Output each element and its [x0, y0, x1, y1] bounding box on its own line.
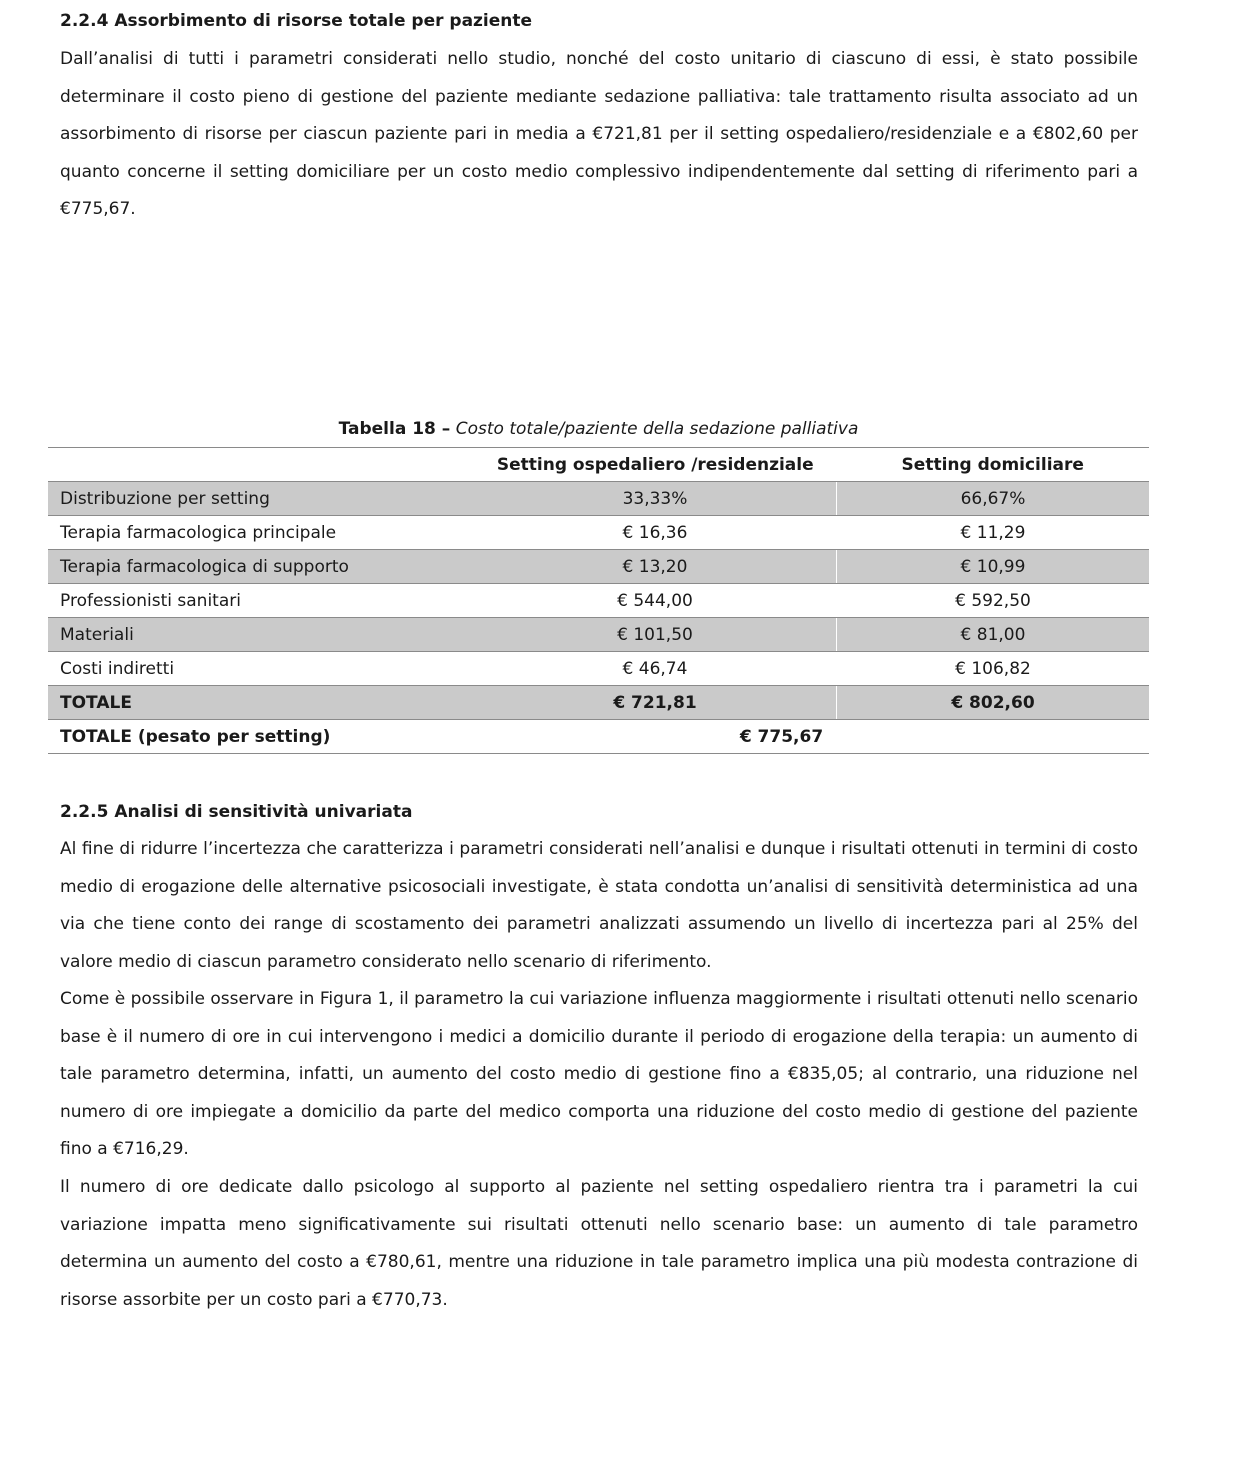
cell-domiciliare: € 11,29 [837, 516, 1150, 550]
cell-ospedaliero: € 16,36 [474, 516, 837, 550]
table-caption-label: Tabella 18 – [338, 419, 451, 439]
cell-domiciliare: € 10,99 [837, 550, 1150, 584]
row-label: Terapia farmacologica di supporto [48, 550, 474, 584]
cell-domiciliare: € 81,00 [837, 618, 1150, 652]
cell-ospedaliero: € 46,74 [474, 652, 837, 686]
cell-ospedaliero: € 13,20 [474, 550, 837, 584]
table-row-weighted-total [48, 720, 1149, 754]
section-paragraph: Al fine di ridurre l’incertezza che caratterizza i parametri considerati nell’analisi e dunque i risultati ottenuti in termini di costo medio di erogazione delle alternative psicosociali investigate, è stata condotta un’analisi di sensitività deterministica ad una via che tiene conto dei range di scostamento dei parametri analizzati assumendo un livello di incertezza pari al 25% del valore medio di ciascun parametro considerato nello scenario di riferimento. [60, 839, 1138, 972]
section-heading-2-2-5: 2.2.5 Analisi di sensitività univariata [60, 802, 413, 822]
cell-domiciliare: € 106,82 [837, 652, 1150, 686]
section-paragraph: Come è possibile osservare in Figura 1, il parametro la cui variazione influenza maggiormente i risultati ottenuti nello scenario base è il numero di ore in cui intervengono i medici a domicilio durante il periodo di erogazione della terapia: un aumento di tale parametro determina, infatti, un aumento del costo medio di gestione fino a €835,05; al contrario, una riduzione nel numero di ore impiegate a domicilio da parte del medico comporta una riduzione del costo medio di gestione del paziente fino a €716,29. [60, 989, 1138, 1160]
cell-weighted-total: € 775,67 [474, 720, 1149, 754]
table-header-row [48, 448, 1149, 482]
section-paragraph: Dall’analisi di tutti i parametri considerati nello studio, nonché del costo unitario di ciascuno di essi, è stato possibile determinare il costo pieno di gestione del paziente mediante sedazione palliativa: tale trattamento risulta associato ad un assorbimento di risorse per ciascun paziente pari in media a €721,81 per il setting ospedaliero/residenziale e a €802,60 per quanto concerne il setting domiciliare per un costo medio complessivo indipendentemente dal setting di riferimento pari a €775,67. [60, 49, 1138, 220]
row-label: Terapia farmacologica principale [48, 516, 474, 550]
section-heading-2-2-4: 2.2.4 Assorbimento di risorse totale per paziente [60, 11, 533, 31]
row-label: TOTALE [48, 686, 474, 720]
table-row [48, 550, 1149, 584]
cell-domiciliare: 66,67% [837, 482, 1150, 516]
table-header-ospedaliero: Setting ospedaliero /residenziale [474, 448, 837, 482]
table-header-domiciliare: Setting domiciliare [837, 448, 1150, 482]
cell-domiciliare: € 802,60 [837, 686, 1150, 720]
cell-ospedaliero: € 101,50 [474, 618, 837, 652]
row-label: Distribuzione per setting [48, 482, 474, 516]
table-row [48, 618, 1149, 652]
cell-ospedaliero: € 721,81 [474, 686, 837, 720]
table-caption-title: Costo totale/paziente della sedazione palliativa [455, 419, 859, 439]
cell-ospedaliero: 33,33% [474, 482, 837, 516]
table-row [48, 482, 1149, 516]
row-label: Professionisti sanitari [48, 584, 474, 618]
table-header-empty [48, 448, 474, 482]
row-label: Materiali [48, 618, 474, 652]
cell-ospedaliero: € 544,00 [474, 584, 837, 618]
table-row [48, 516, 1149, 550]
table-row-total [48, 686, 1149, 720]
section-paragraph: Il numero di ore dedicate dallo psicologo al supporto al paziente nel setting ospedaliero rientra tra i parametri la cui variazione impatta meno significativamente sui risultati ottenuti nello scenario base: un aumento di tale parametro determina un aumento del costo a €780,61, mentre una riduzione in tale parametro implica una più modesta contrazione di risorse assorbite per un costo pari a €770,73. [60, 1177, 1138, 1310]
cell-domiciliare: € 592,50 [837, 584, 1150, 618]
table-row [48, 584, 1149, 618]
table-caption [48, 417, 1149, 441]
cost-table [48, 447, 1149, 754]
row-label: TOTALE (pesato per setting) [48, 720, 474, 754]
row-label: Costi indiretti [48, 652, 474, 686]
table-row [48, 652, 1149, 686]
